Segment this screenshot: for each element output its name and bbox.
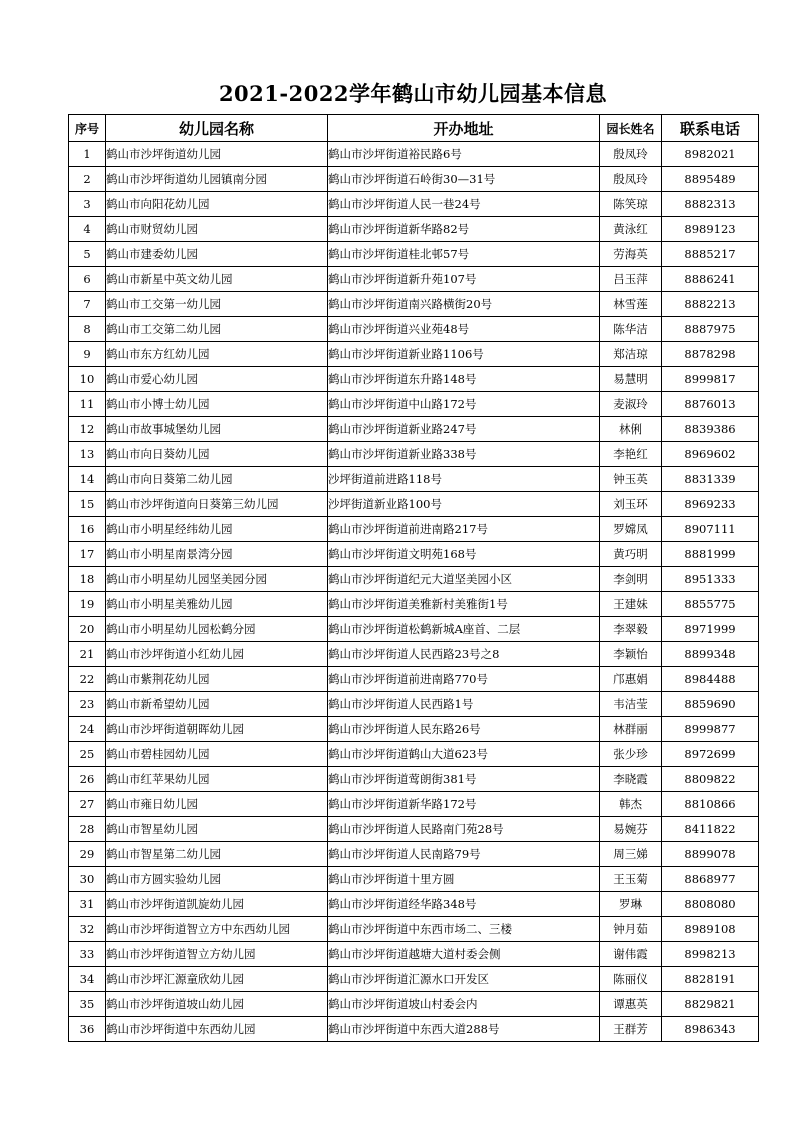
cell-principal: 谢伟霞 — [600, 942, 662, 967]
cell-name: 鹤山市小博士幼儿园 — [106, 392, 328, 417]
cell-phone: 8868977 — [662, 867, 759, 892]
table-row — [69, 767, 759, 792]
cell-address: 鹤山市沙坪街道鹤山大道623号 — [328, 742, 600, 767]
cell-principal: 劳海英 — [600, 242, 662, 267]
cell-address: 鹤山市沙坪街道坡山村委会内 — [328, 992, 600, 1017]
cell-principal: 麦淑玲 — [600, 392, 662, 417]
cell-phone: 8984488 — [662, 667, 759, 692]
cell-index: 6 — [69, 267, 106, 292]
table-row — [69, 567, 759, 592]
cell-name: 鹤山市故事城堡幼儿园 — [106, 417, 328, 442]
cell-principal: 刘玉环 — [600, 492, 662, 517]
cell-index: 19 — [69, 592, 106, 617]
cell-index: 20 — [69, 617, 106, 642]
cell-address: 鹤山市沙坪街道人民南路79号 — [328, 842, 600, 867]
cell-principal: 殷凤玲 — [600, 142, 662, 167]
cell-index: 7 — [69, 292, 106, 317]
cell-name: 鹤山市沙坪街道智立方中东西幼儿园 — [106, 917, 328, 942]
table-row — [69, 192, 759, 217]
cell-principal: 邝惠娟 — [600, 667, 662, 692]
cell-address: 鹤山市沙坪街道中东西大道288号 — [328, 1017, 600, 1042]
cell-address: 鹤山市沙坪街道莺朗街381号 — [328, 767, 600, 792]
cell-principal: 张少珍 — [600, 742, 662, 767]
table-row — [69, 817, 759, 842]
cell-index: 28 — [69, 817, 106, 842]
cell-index: 3 — [69, 192, 106, 217]
cell-address: 鹤山市沙坪街道新升苑107号 — [328, 267, 600, 292]
table-row — [69, 692, 759, 717]
cell-principal: 易婉芬 — [600, 817, 662, 842]
cell-phone: 8411822 — [662, 817, 759, 842]
cell-phone: 8882313 — [662, 192, 759, 217]
cell-address: 鹤山市沙坪街道裕民路6号 — [328, 142, 600, 167]
cell-index: 14 — [69, 467, 106, 492]
cell-name: 鹤山市沙坪街道向日葵第三幼儿园 — [106, 492, 328, 517]
cell-principal: 韦洁莹 — [600, 692, 662, 717]
cell-index: 27 — [69, 792, 106, 817]
cell-name: 鹤山市新希望幼儿园 — [106, 692, 328, 717]
cell-phone: 8878298 — [662, 342, 759, 367]
cell-address: 鹤山市沙坪街道人民西路23号之8 — [328, 642, 600, 667]
table-row — [69, 842, 759, 867]
cell-phone: 8829821 — [662, 992, 759, 1017]
cell-index: 11 — [69, 392, 106, 417]
cell-address: 鹤山市沙坪街道新业路247号 — [328, 417, 600, 442]
cell-index: 1 — [69, 142, 106, 167]
cell-address: 鹤山市沙坪街道松鹤新城A座首、二层 — [328, 617, 600, 642]
table-row — [69, 167, 759, 192]
cell-phone: 8887975 — [662, 317, 759, 342]
cell-address: 鹤山市沙坪街道新华路82号 — [328, 217, 600, 242]
cell-phone: 8855775 — [662, 592, 759, 617]
table-row — [69, 892, 759, 917]
cell-address: 鹤山市沙坪街道新业路1106号 — [328, 342, 600, 367]
cell-index: 30 — [69, 867, 106, 892]
cell-phone: 8999877 — [662, 717, 759, 742]
cell-address: 鹤山市沙坪街道桂北邨57号 — [328, 242, 600, 267]
cell-name: 鹤山市沙坪街道智立方幼儿园 — [106, 942, 328, 967]
cell-name: 鹤山市建委幼儿园 — [106, 242, 328, 267]
cell-principal: 周三娣 — [600, 842, 662, 867]
cell-index: 24 — [69, 717, 106, 742]
cell-principal: 李艳红 — [600, 442, 662, 467]
cell-address: 鹤山市沙坪街道前进南路217号 — [328, 517, 600, 542]
cell-address: 鹤山市沙坪街道经华路348号 — [328, 892, 600, 917]
cell-phone: 8895489 — [662, 167, 759, 192]
cell-phone: 8972699 — [662, 742, 759, 767]
cell-index: 36 — [69, 1017, 106, 1042]
cell-index: 9 — [69, 342, 106, 367]
cell-index: 13 — [69, 442, 106, 467]
table-row — [69, 292, 759, 317]
cell-index: 17 — [69, 542, 106, 567]
cell-address: 沙坪街道前进路118号 — [328, 467, 600, 492]
cell-address: 鹤山市沙坪街道人民西路1号 — [328, 692, 600, 717]
cell-phone: 8989108 — [662, 917, 759, 942]
table-row — [69, 967, 759, 992]
table-row — [69, 717, 759, 742]
header-phone: 联系电话 — [662, 115, 759, 142]
cell-index: 25 — [69, 742, 106, 767]
table-row — [69, 342, 759, 367]
cell-principal: 韩杰 — [600, 792, 662, 817]
cell-name: 鹤山市小明星经纬幼儿园 — [106, 517, 328, 542]
cell-phone: 8969233 — [662, 492, 759, 517]
cell-phone: 8839386 — [662, 417, 759, 442]
cell-index: 5 — [69, 242, 106, 267]
cell-principal: 罗琳 — [600, 892, 662, 917]
cell-name: 鹤山市沙坪汇源童欣幼儿园 — [106, 967, 328, 992]
cell-principal: 钟月茹 — [600, 917, 662, 942]
cell-address: 鹤山市沙坪街道前进南路770号 — [328, 667, 600, 692]
cell-principal: 钟玉英 — [600, 467, 662, 492]
cell-name: 鹤山市雍日幼儿园 — [106, 792, 328, 817]
cell-phone: 8907111 — [662, 517, 759, 542]
cell-phone: 8882213 — [662, 292, 759, 317]
cell-phone: 8881999 — [662, 542, 759, 567]
table-row — [69, 992, 759, 1017]
cell-principal: 陈华洁 — [600, 317, 662, 342]
cell-name: 鹤山市爱心幼儿园 — [106, 367, 328, 392]
cell-name: 鹤山市紫荆花幼儿园 — [106, 667, 328, 692]
cell-index: 26 — [69, 767, 106, 792]
table-row — [69, 417, 759, 442]
cell-phone: 8989123 — [662, 217, 759, 242]
cell-principal: 郑洁琼 — [600, 342, 662, 367]
cell-address: 鹤山市沙坪街道兴业苑48号 — [328, 317, 600, 342]
cell-name: 鹤山市沙坪街道中东西幼儿园 — [106, 1017, 328, 1042]
cell-name: 鹤山市小明星美雅幼儿园 — [106, 592, 328, 617]
table-row — [69, 542, 759, 567]
table-row — [69, 142, 759, 167]
cell-address: 鹤山市沙坪街道十里方圆 — [328, 867, 600, 892]
cell-index: 32 — [69, 917, 106, 942]
cell-phone: 8886241 — [662, 267, 759, 292]
cell-phone: 8899348 — [662, 642, 759, 667]
table-row — [69, 467, 759, 492]
cell-address: 鹤山市沙坪街道石岭街30—31号 — [328, 167, 600, 192]
cell-phone: 8982021 — [662, 142, 759, 167]
cell-name: 鹤山市沙坪街道幼儿园镇南分园 — [106, 167, 328, 192]
cell-phone: 8831339 — [662, 467, 759, 492]
table-row — [69, 217, 759, 242]
cell-principal: 吕玉萍 — [600, 267, 662, 292]
cell-index: 22 — [69, 667, 106, 692]
cell-address: 鹤山市沙坪街道东升路148号 — [328, 367, 600, 392]
table-row — [69, 367, 759, 392]
cell-index: 21 — [69, 642, 106, 667]
cell-index: 15 — [69, 492, 106, 517]
cell-phone: 8969602 — [662, 442, 759, 467]
table-row — [69, 492, 759, 517]
cell-index: 16 — [69, 517, 106, 542]
cell-name: 鹤山市小明星幼儿园坚美园分园 — [106, 567, 328, 592]
table-row — [69, 442, 759, 467]
table-row — [69, 242, 759, 267]
cell-address: 鹤山市沙坪街道人民东路26号 — [328, 717, 600, 742]
cell-phone: 8971999 — [662, 617, 759, 642]
page-title: 2021-2022学年鹤山市幼儿园基本信息 — [218, 81, 608, 106]
table-row — [69, 517, 759, 542]
table-row — [69, 667, 759, 692]
cell-address: 鹤山市沙坪街道中东西市场二、三楼 — [328, 917, 600, 942]
cell-principal: 林雪莲 — [600, 292, 662, 317]
cell-principal: 李翠毅 — [600, 617, 662, 642]
cell-name: 鹤山市沙坪街道幼儿园 — [106, 142, 328, 167]
cell-name: 鹤山市工交第二幼儿园 — [106, 317, 328, 342]
cell-phone: 8876013 — [662, 392, 759, 417]
cell-index: 2 — [69, 167, 106, 192]
cell-index: 29 — [69, 842, 106, 867]
cell-index: 8 — [69, 317, 106, 342]
cell-principal: 易慧明 — [600, 367, 662, 392]
cell-name: 鹤山市向日葵幼儿园 — [106, 442, 328, 467]
header-index: 序号 — [69, 115, 106, 142]
cell-phone: 8809822 — [662, 767, 759, 792]
cell-phone: 8899078 — [662, 842, 759, 867]
cell-address: 鹤山市沙坪街道新业路338号 — [328, 442, 600, 467]
cell-name: 鹤山市财贸幼儿园 — [106, 217, 328, 242]
header-principal: 园长姓名 — [600, 115, 662, 142]
cell-principal: 李颖怡 — [600, 642, 662, 667]
cell-address: 鹤山市沙坪街道新华路172号 — [328, 792, 600, 817]
table-row — [69, 642, 759, 667]
cell-principal: 罗嫦凤 — [600, 517, 662, 542]
cell-name: 鹤山市沙坪街道小红幼儿园 — [106, 642, 328, 667]
table-row — [69, 392, 759, 417]
cell-index: 35 — [69, 992, 106, 1017]
table-row — [69, 742, 759, 767]
cell-name: 鹤山市智星幼儿园 — [106, 817, 328, 842]
cell-principal: 林俐 — [600, 417, 662, 442]
table-row — [69, 617, 759, 642]
kindergarten-table — [68, 114, 759, 1042]
cell-principal: 黄泳红 — [600, 217, 662, 242]
cell-index: 34 — [69, 967, 106, 992]
table-body — [69, 142, 759, 1042]
cell-principal: 王建妹 — [600, 592, 662, 617]
header-address: 开办地址 — [328, 115, 600, 142]
cell-principal: 李晓霞 — [600, 767, 662, 792]
cell-name: 鹤山市工交第一幼儿园 — [106, 292, 328, 317]
cell-phone: 8998213 — [662, 942, 759, 967]
cell-principal: 陈笑琼 — [600, 192, 662, 217]
cell-principal: 王群芳 — [600, 1017, 662, 1042]
cell-phone: 8951333 — [662, 567, 759, 592]
cell-address: 鹤山市沙坪街道南兴路横街20号 — [328, 292, 600, 317]
cell-principal: 谭惠英 — [600, 992, 662, 1017]
cell-name: 鹤山市智星第二幼儿园 — [106, 842, 328, 867]
cell-phone: 8986343 — [662, 1017, 759, 1042]
cell-principal: 陈丽仪 — [600, 967, 662, 992]
table-header-row — [69, 115, 759, 142]
cell-index: 33 — [69, 942, 106, 967]
cell-address: 鹤山市沙坪街道汇源水口开发区 — [328, 967, 600, 992]
cell-index: 23 — [69, 692, 106, 717]
cell-phone: 8808080 — [662, 892, 759, 917]
cell-name: 鹤山市小明星幼儿园松鹤分园 — [106, 617, 328, 642]
table-row — [69, 1017, 759, 1042]
table-row — [69, 942, 759, 967]
table-row — [69, 917, 759, 942]
cell-name: 鹤山市沙坪街道坡山幼儿园 — [106, 992, 328, 1017]
cell-address: 鹤山市沙坪街道美雅新村美雅街1号 — [328, 592, 600, 617]
cell-principal: 黄巧明 — [600, 542, 662, 567]
cell-name: 鹤山市向阳花幼儿园 — [106, 192, 328, 217]
cell-name: 鹤山市沙坪街道凯旋幼儿园 — [106, 892, 328, 917]
cell-address: 鹤山市沙坪街道越塘大道村委会侧 — [328, 942, 600, 967]
cell-address: 鹤山市沙坪街道人民路南门苑28号 — [328, 817, 600, 842]
cell-name: 鹤山市新星中英文幼儿园 — [106, 267, 328, 292]
table-row — [69, 792, 759, 817]
cell-index: 12 — [69, 417, 106, 442]
cell-phone: 8859690 — [662, 692, 759, 717]
cell-address: 鹤山市沙坪街道人民一巷24号 — [328, 192, 600, 217]
cell-principal: 林群丽 — [600, 717, 662, 742]
table-row — [69, 592, 759, 617]
cell-name: 鹤山市红苹果幼儿园 — [106, 767, 328, 792]
cell-principal: 殷凤玲 — [600, 167, 662, 192]
cell-name: 鹤山市东方红幼儿园 — [106, 342, 328, 367]
cell-phone: 8885217 — [662, 242, 759, 267]
cell-name: 鹤山市方圆实验幼儿园 — [106, 867, 328, 892]
cell-phone: 8810866 — [662, 792, 759, 817]
cell-address: 鹤山市沙坪街道文明苑168号 — [328, 542, 600, 567]
cell-index: 18 — [69, 567, 106, 592]
cell-address: 鹤山市沙坪街道纪元大道坚美园小区 — [328, 567, 600, 592]
table-row — [69, 867, 759, 892]
cell-name: 鹤山市小明星南景湾分园 — [106, 542, 328, 567]
cell-index: 10 — [69, 367, 106, 392]
cell-index: 31 — [69, 892, 106, 917]
cell-address: 鹤山市沙坪街道中山路172号 — [328, 392, 600, 417]
cell-address: 沙坪街道新业路100号 — [328, 492, 600, 517]
cell-name: 鹤山市碧桂园幼儿园 — [106, 742, 328, 767]
cell-phone: 8999817 — [662, 367, 759, 392]
cell-principal: 李剑明 — [600, 567, 662, 592]
table-row — [69, 267, 759, 292]
cell-index: 4 — [69, 217, 106, 242]
header-name: 幼儿园名称 — [106, 115, 328, 142]
cell-name: 鹤山市向日葵第二幼儿园 — [106, 467, 328, 492]
cell-name: 鹤山市沙坪街道朝晖幼儿园 — [106, 717, 328, 742]
cell-principal: 王玉菊 — [600, 867, 662, 892]
table-row — [69, 317, 759, 342]
cell-phone: 8828191 — [662, 967, 759, 992]
